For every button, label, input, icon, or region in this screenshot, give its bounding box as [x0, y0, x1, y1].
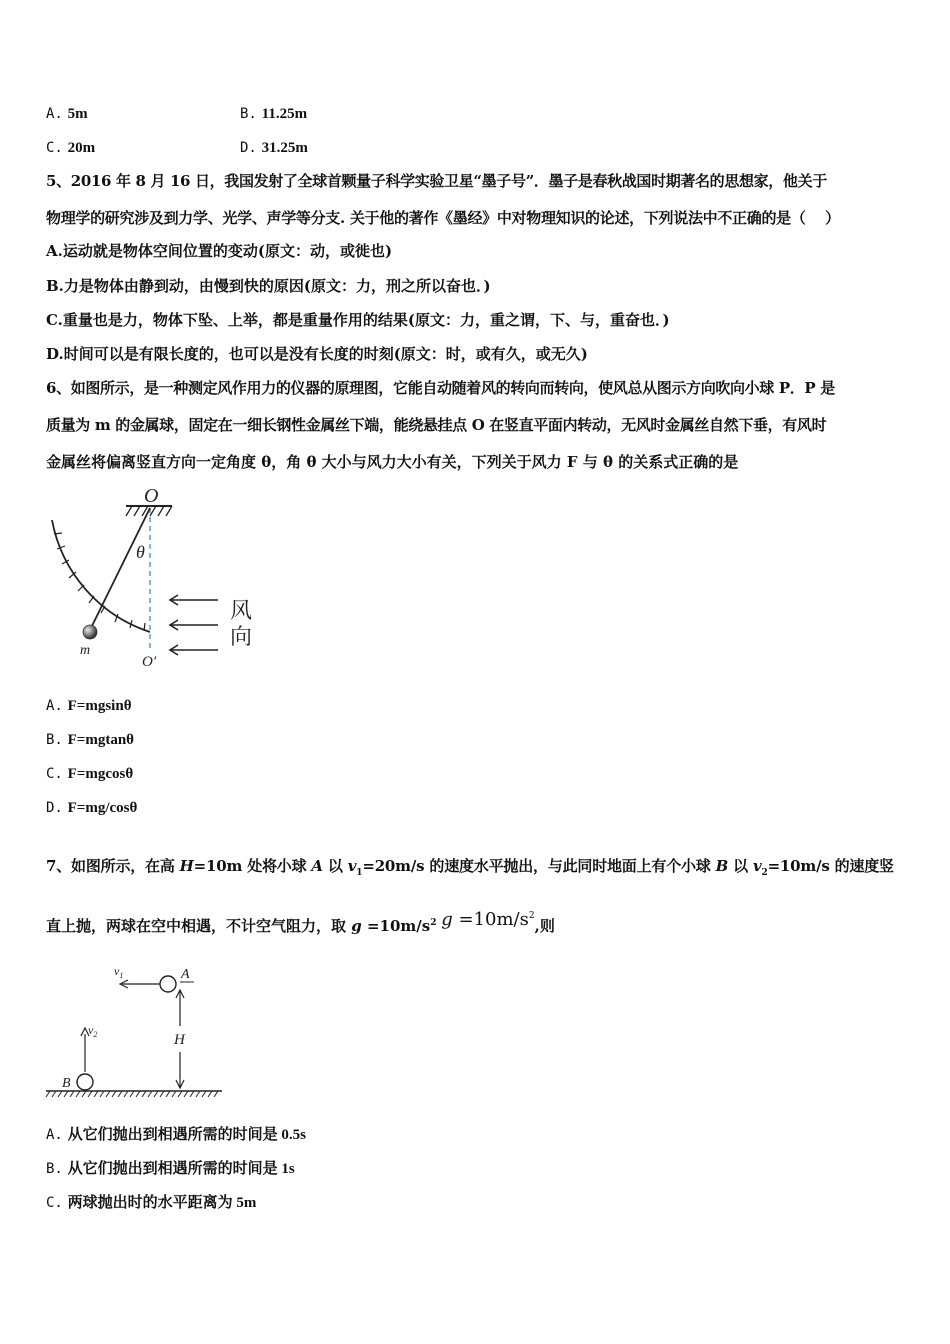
label-H: H: [174, 1032, 185, 1048]
q4-option-c: [46, 137, 95, 158]
label-m: m: [80, 643, 91, 658]
q6-option-b: [46, 729, 134, 750]
q5-option-a: A.运动就是物体空间位置的变动(原文：动，或徙也): [46, 242, 393, 260]
q6-stem-line-2: 质量为 m 的金属球，固定在一细长钢性金属丝下端，能绕悬挂点 O 在竖直平面内转动，无风时金属丝自然下垂，有风时: [46, 416, 827, 434]
q7-option-b: [46, 1158, 295, 1179]
q7-option-c: [46, 1192, 256, 1213]
text: =20m/s 的速度水平抛出，与此同时地面上有个小球: [362, 857, 716, 875]
text: 以: [322, 857, 348, 875]
option-value: 20m: [67, 140, 96, 156]
q6-wind-instrument-figure: [40, 482, 280, 672]
q6-option-c: [46, 763, 133, 784]
label-A: A: [181, 967, 190, 982]
label-B: B: [62, 1076, 71, 1091]
text: =10m/s: [452, 909, 529, 930]
q7-stem-line-2: [46, 909, 555, 936]
label-v2: $v_2$: [88, 1023, 98, 1039]
superscript: 2: [528, 911, 535, 921]
var-v1: v: [347, 857, 357, 875]
text: ,则: [534, 917, 555, 935]
q4-option-d: [240, 137, 308, 158]
option-value: F=mgsinθ: [67, 698, 132, 714]
option-value: 两球抛出时的水平距离为 5m: [67, 1195, 257, 1211]
option-letter: B.: [240, 106, 257, 122]
option-value: F=mgtanθ: [67, 732, 135, 748]
option-letter: A.: [46, 106, 63, 122]
var-H: H: [179, 857, 194, 875]
q5-option-d: D.时间可以是有限长度的，也可以是没有长度的时刻(原文：时，或有久，或无久): [46, 345, 588, 363]
text: =10m/s: [361, 917, 431, 935]
text: 7、如图所示，在高: [46, 857, 180, 875]
option-value: F=mg/cosθ: [67, 800, 138, 816]
text: =10m/s 的速度竖: [767, 857, 894, 875]
option-value: 31.25m: [261, 140, 308, 156]
option-letter: B.: [46, 1161, 63, 1177]
formula-image: [441, 909, 534, 930]
text: 以: [728, 857, 753, 875]
var-A: A: [311, 857, 323, 875]
option-letter: D.: [240, 140, 257, 156]
var-v2: v: [752, 857, 762, 875]
option-value: 从它们抛出到相遇所需的时间是 1s: [67, 1161, 295, 1177]
q7-option-a: [46, 1124, 306, 1145]
wind-label-1: 风: [230, 599, 253, 624]
option-value: F=mgcosθ: [67, 766, 134, 782]
option-letter: C.: [46, 140, 63, 156]
option-value: 从它们抛出到相遇所需的时间是 0.5s: [67, 1127, 306, 1143]
var-B: B: [715, 857, 729, 875]
q7-projectile-figure: [44, 960, 229, 1100]
q6-stem-line-3: 金属丝将偏离竖直方向一定角度 θ，角 θ 大小与风力大小有关，下列关于风力 F 与 θ 的关系式正确的是: [46, 453, 739, 471]
option-letter: A.: [46, 1127, 63, 1143]
option-value: 11.25m: [261, 106, 308, 122]
q5-stem-line-1: 5、2016 年 8 月 16 日，我国发射了全球首颗量子科学实验卫星“墨子号”．墨子是春秋战国时期著名的思想家，他关于: [46, 172, 827, 190]
label-O-prime: O′: [142, 654, 157, 670]
label-theta: θ: [136, 542, 145, 562]
q6-option-a: [46, 695, 132, 716]
subscript: 1: [356, 868, 363, 878]
subscript: 2: [761, 868, 768, 878]
var-g: g: [351, 917, 362, 935]
option-letter: C.: [46, 766, 63, 782]
q5-stem-line-2: 物理学的研究涉及到力学、光学、声学等分支. 关于他的著作《墨经》中对物理知识的论述，下列说法中不正确的是（ ）: [46, 209, 840, 227]
option-letter: C.: [46, 1195, 63, 1211]
option-letter: A.: [46, 698, 63, 714]
text: =10m 处将小球: [193, 857, 312, 875]
option-letter: B.: [46, 732, 63, 748]
option-value: 5m: [67, 106, 88, 122]
q6-option-d: [46, 797, 137, 818]
label-v1: $v_1$: [114, 964, 124, 980]
q7-stem-line-1: [46, 856, 894, 883]
q4-option-a: [46, 103, 88, 124]
option-letter: D.: [46, 800, 63, 816]
wind-label-2: 向: [230, 625, 253, 650]
superscript: 2: [430, 918, 437, 928]
q5-option-c: C.重量也是力，物体下坠、上举，都是重量作用的结果(原文：力，重之谓，下、与，重奋也．): [46, 311, 670, 329]
q5-option-b: B.力是物体由静到动，由慢到快的原因(原文：力，刑之所以奋也．): [46, 277, 491, 295]
q6-stem-line-1: 6、如图所示，是一种测定风作用力的仪器的原理图，它能自动随着风的转向而转向，使风总从图示方向吹向小球 P．P 是: [46, 379, 835, 397]
q4-option-b: [240, 103, 307, 124]
label-O: O: [144, 485, 159, 507]
var-g: g: [441, 909, 453, 930]
text: 直上抛，两球在空中相遇，不计空气阻力，取: [46, 917, 352, 935]
